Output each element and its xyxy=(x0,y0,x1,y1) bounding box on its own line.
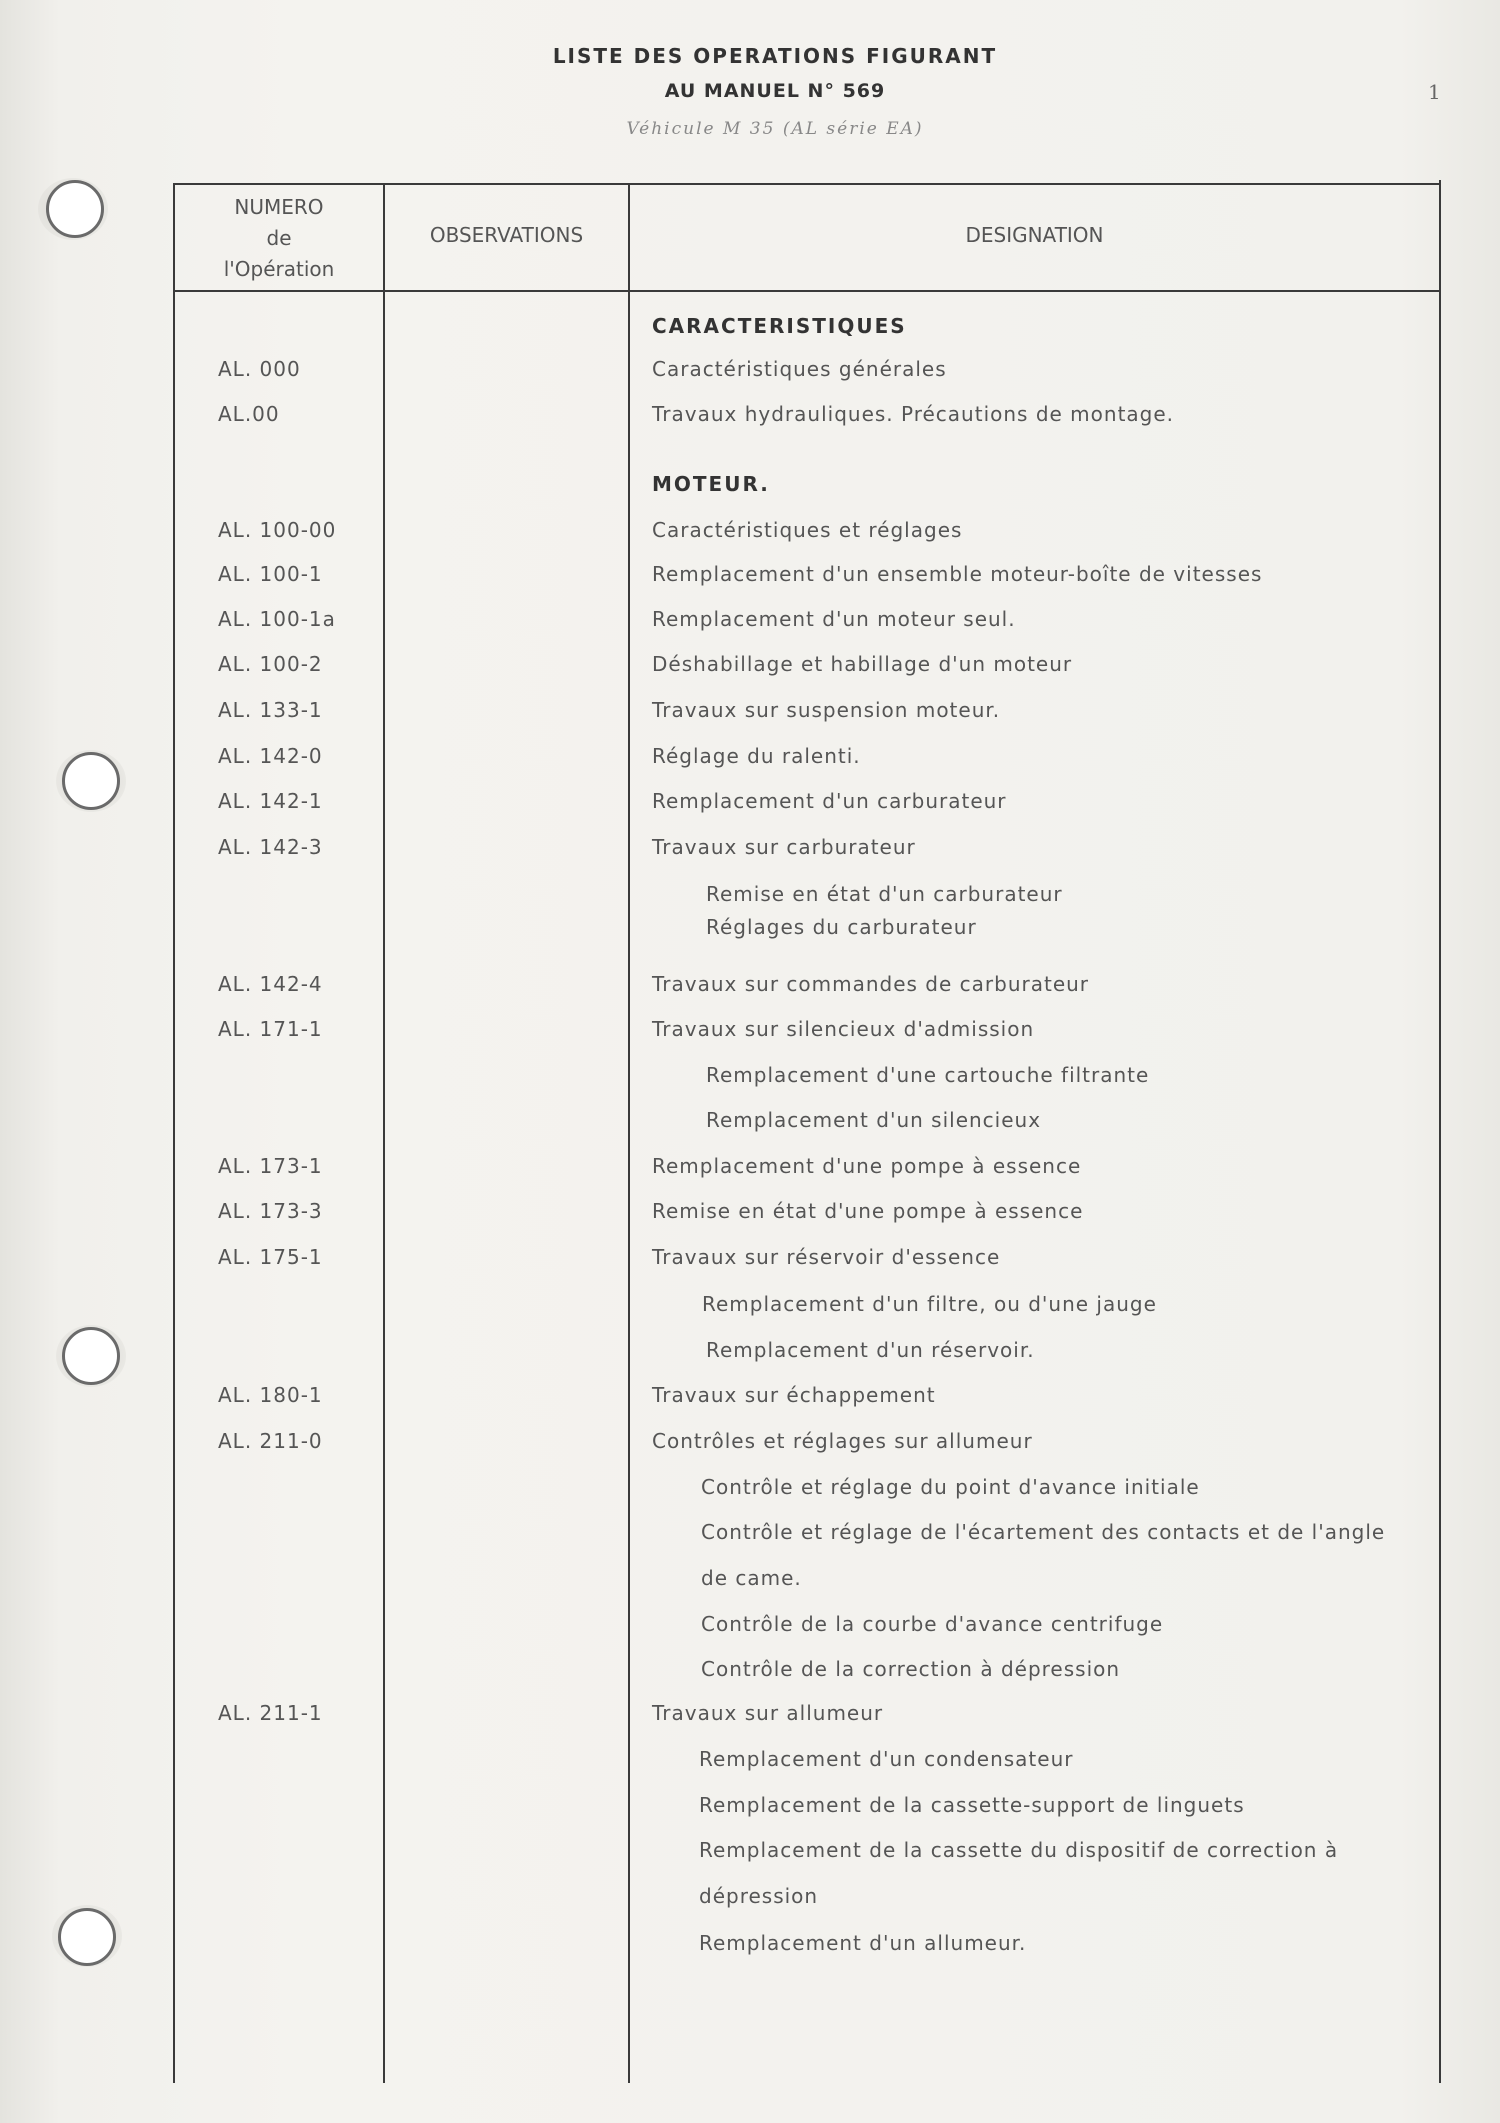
operation-code: AL. 100-1a xyxy=(218,607,336,631)
operation-sub-item: Remplacement d'un silencieux xyxy=(706,1108,1042,1132)
vehicle-subtitle: Véhicule M 35 (AL série EA) xyxy=(626,119,924,139)
document-title: LISTE DES OPERATIONS FIGURANT xyxy=(552,44,998,68)
operation-code: AL. 211-1 xyxy=(218,1701,323,1725)
page-number: 1 xyxy=(1428,80,1441,104)
operation-designation: Contrôles et réglages sur allumeur xyxy=(652,1429,1033,1453)
column-divider-numero xyxy=(383,183,385,2083)
operation-sub-item: Remplacement d'une cartouche filtrante xyxy=(706,1063,1150,1087)
operation-code: AL. 100-2 xyxy=(218,652,323,676)
binder-hole xyxy=(62,752,120,810)
section-moteur: MOTEUR. xyxy=(652,472,770,496)
operation-designation: Travaux sur échappement xyxy=(652,1383,936,1407)
operation-designation: Réglage du ralenti. xyxy=(652,744,861,768)
operation-sub-item: de came. xyxy=(701,1566,802,1590)
operation-sub-item: Contrôle et réglage du point d'avance initiale xyxy=(701,1475,1200,1499)
numero-line-1: NUMERO xyxy=(234,195,324,219)
operation-sub-item: Contrôle et réglage de l'écartement des contacts et de l'angle xyxy=(701,1520,1386,1544)
operation-code: AL. 133-1 xyxy=(218,698,323,722)
operation-designation: Remplacement d'un carburateur xyxy=(652,789,1007,813)
operation-code: AL. 000 xyxy=(218,357,301,381)
operation-sub-item: Remplacement de la cassette-support de linguets xyxy=(699,1793,1245,1817)
table-top-border xyxy=(173,183,1441,185)
operation-code: AL.00 xyxy=(218,402,280,426)
operation-designation: Travaux sur carburateur xyxy=(652,835,916,859)
column-header-designation: DESIGNATION xyxy=(965,223,1104,247)
operation-designation: Travaux sur suspension moteur. xyxy=(652,698,1001,722)
operation-sub-item: Remplacement de la cassette du dispositif de correction à xyxy=(699,1838,1339,1862)
operation-code: AL. 142-1 xyxy=(218,789,323,813)
operation-sub-item: Remise en état d'un carburateur xyxy=(706,882,1063,906)
operation-code: AL. 171-1 xyxy=(218,1017,323,1041)
column-header-numero xyxy=(175,192,383,285)
binder-hole xyxy=(46,180,104,238)
column-divider-observations xyxy=(628,183,630,2083)
operation-code: AL. 100-00 xyxy=(218,518,337,542)
operation-code: AL. 173-3 xyxy=(218,1199,323,1223)
operation-sub-item: dépression xyxy=(699,1884,819,1908)
header-bottom-border xyxy=(173,290,1441,292)
binder-hole xyxy=(62,1327,120,1385)
operation-designation: Caractéristiques générales xyxy=(652,357,947,381)
operation-designation: Travaux sur commandes de carburateur xyxy=(652,972,1090,996)
operation-designation: Déshabillage et habillage d'un moteur xyxy=(652,652,1073,676)
binder-hole xyxy=(58,1908,116,1966)
table-right-border xyxy=(1439,180,1441,2083)
operation-designation: Travaux hydrauliques. Précautions de montage. xyxy=(652,402,1175,426)
operation-sub-item: Contrôle de la correction à dépression xyxy=(701,1657,1121,1681)
operation-designation: Travaux sur allumeur xyxy=(652,1701,884,1725)
operation-sub-item: Contrôle de la courbe d'avance centrifuge xyxy=(701,1612,1164,1636)
operation-designation: Remplacement d'un moteur seul. xyxy=(652,607,1016,631)
table-left-border xyxy=(173,183,175,2083)
operation-designation: Remplacement d'un ensemble moteur-boîte de vitesses xyxy=(652,562,1263,586)
section-caracteristiques: CARACTERISTIQUES xyxy=(652,314,907,338)
operation-sub-item: Réglages du carburateur xyxy=(706,915,977,939)
operation-designation: Remplacement d'une pompe à essence xyxy=(652,1154,1082,1178)
operation-sub-item: Remplacement d'un allumeur. xyxy=(699,1931,1027,1955)
operation-designation: Caractéristiques et réglages xyxy=(652,518,963,542)
operation-code: AL. 211-0 xyxy=(218,1429,323,1453)
operation-designation: Remise en état d'une pompe à essence xyxy=(652,1199,1084,1223)
manual-number: AU MANUEL N° 569 xyxy=(664,80,886,102)
numero-line-2: de xyxy=(266,226,292,250)
operation-code: AL. 173-1 xyxy=(218,1154,323,1178)
operation-designation: Travaux sur silencieux d'admission xyxy=(652,1017,1035,1041)
operation-code: AL. 142-4 xyxy=(218,972,323,996)
operation-sub-item: Remplacement d'un condensateur xyxy=(699,1747,1074,1771)
operation-sub-item: Remplacement d'un réservoir. xyxy=(706,1338,1035,1362)
operation-code: AL. 100-1 xyxy=(218,562,323,586)
operation-code: AL. 180-1 xyxy=(218,1383,323,1407)
numero-line-3: l'Opération xyxy=(223,257,335,281)
column-header-observations: OBSERVATIONS xyxy=(429,223,584,247)
operation-sub-item: Remplacement d'un filtre, ou d'une jauge xyxy=(702,1292,1157,1316)
operation-code: AL. 142-3 xyxy=(218,835,323,859)
operation-designation: Travaux sur réservoir d'essence xyxy=(652,1245,1001,1269)
operation-code: AL. 175-1 xyxy=(218,1245,323,1269)
operation-code: AL. 142-0 xyxy=(218,744,323,768)
